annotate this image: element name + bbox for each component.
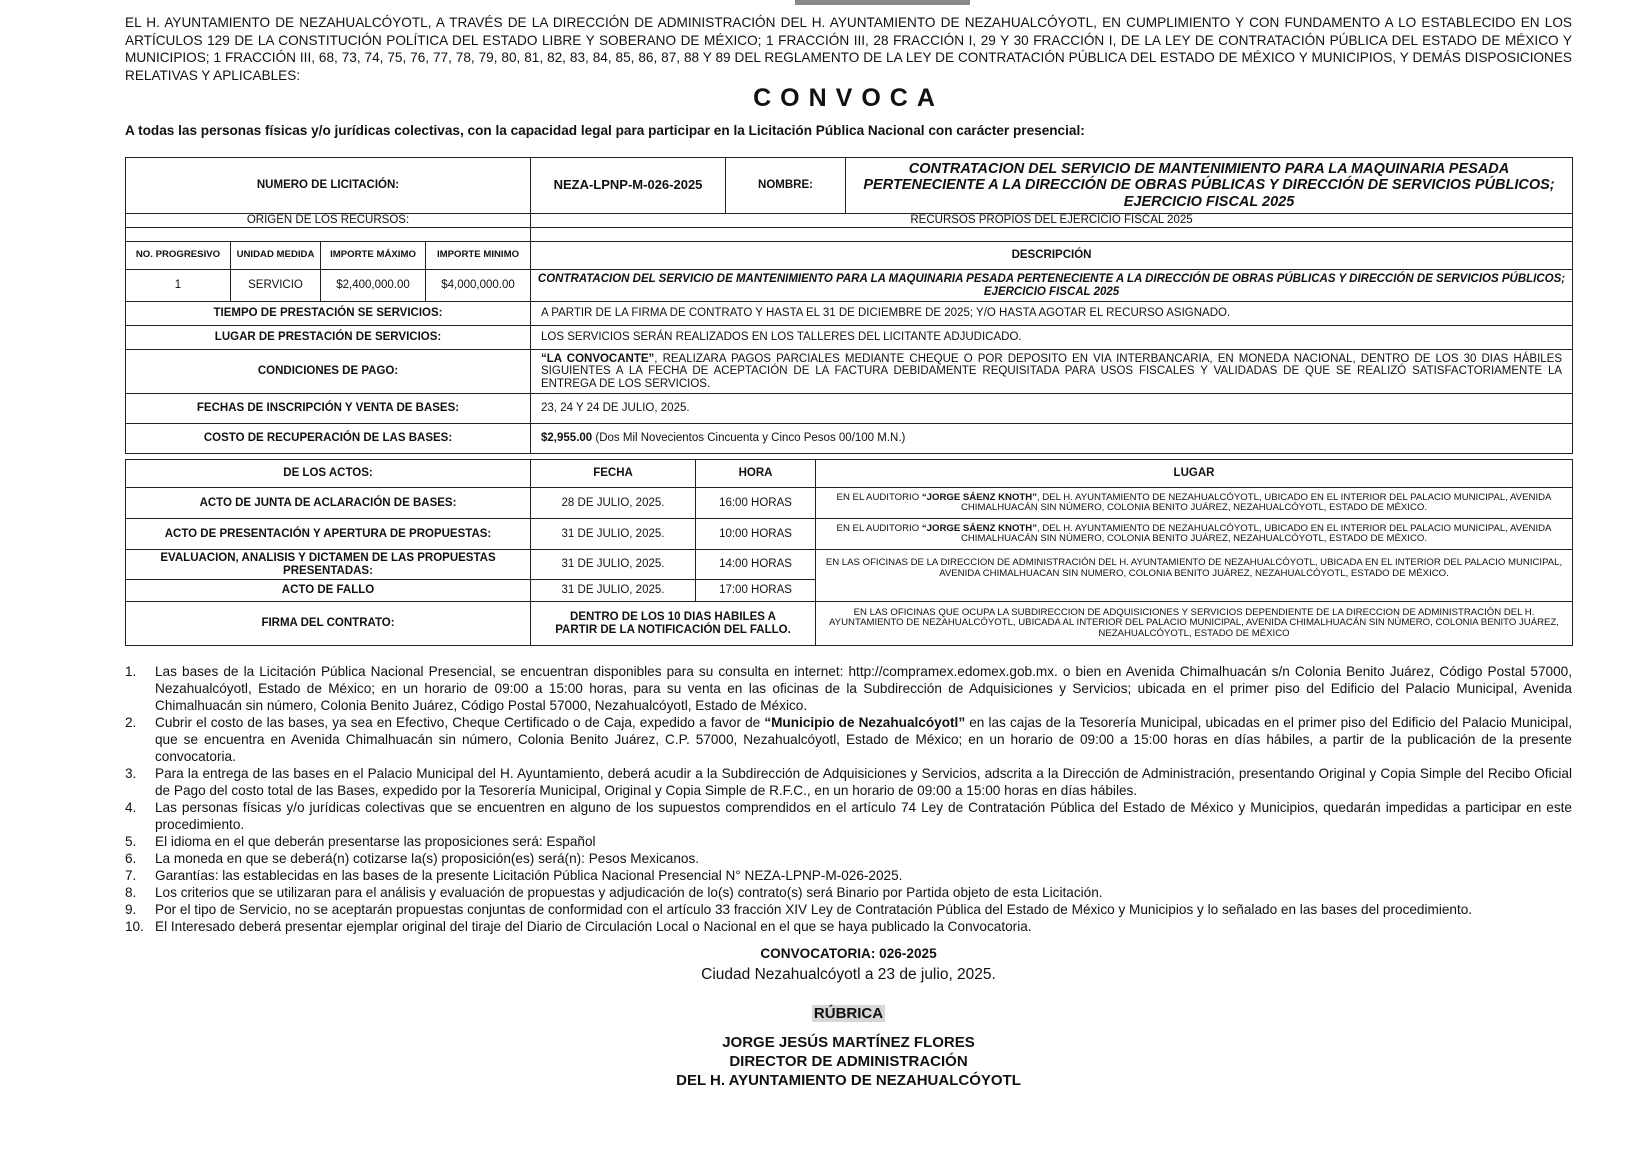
origen-label: ORIGEN DE LOS RECURSOS: — [126, 214, 531, 228]
costo-value — [531, 424, 1573, 454]
junta-hora: 16:00 HORAS — [696, 488, 816, 519]
evaluacion-fecha: 31 DE JULIO, 2025. — [531, 550, 696, 580]
signer-entity: DEL H. AYUNTAMIENTO DE NEZAHUALCÓYOTL — [676, 1072, 1021, 1089]
header-importe-max: IMPORTE MÁXIMO — [321, 242, 426, 270]
list-item: 9. Por el tipo de Servicio, no se aceptarán propuestas conjuntas de conformidad con el artículo 33 fracción XIV Ley de Contratación Pública del Estado de México y Municipios y lo señalado en las bases del procedimiento. — [125, 902, 1473, 917]
fallo-hora: 17:00 HORAS — [696, 580, 816, 602]
presentacion-fecha: 31 DE JULIO, 2025. — [531, 519, 696, 550]
auditorio-pre-2: EN EL AUDITORIO — [836, 522, 922, 534]
auditorio-name-2: “JORGE SÁENZ KNOTH” — [921, 522, 1037, 534]
row-importe-min: $4,000,000.00 — [426, 270, 531, 302]
numero-licitacion-label: NUMERO DE LICITACIÓN: — [126, 158, 531, 214]
list-item: 8. Los criterios que se utilizaran para el análisis y evaluación de propuestas y adjudicación de lo(s) contrato(s) será Binario por Partida objeto de esta Licitación. — [125, 885, 1103, 900]
costo-label: COSTO DE RECUPERACIÓN DE LAS BASES: — [126, 424, 531, 454]
header-lugar: LUGAR — [816, 460, 1573, 488]
fechas-label: FECHAS DE INSCRIPCIÓN Y VENTA DE BASES: — [126, 394, 531, 424]
convocante-bold: “LA CONVOCANTE” — [541, 352, 655, 365]
tiempo-value: A PARTIR DE LA FIRMA DE CONTRATO Y HASTA EL 31 DE DICIEMBRE DE 2025; Y/O HASTA AGOTAR EL RECURSO ASIGNADO. — [531, 302, 1573, 326]
fallo-label: ACTO DE FALLO — [126, 580, 531, 602]
junta-lugar — [816, 488, 1573, 519]
condiciones-label: CONDICIONES DE PAGO: — [126, 350, 531, 394]
list-item: 10. El Interesado deberá presentar ejemplar original del tiraje del Diario de Circulación Local o Nacional en el que se haya publicado la Convocatoria. — [125, 919, 1032, 934]
header-hora: HORA — [696, 460, 816, 488]
list-item: 6. La moneda en que se deberá(n) cotizarse la(s) proposición(es) será(n): Pesos Mexicanos. — [125, 851, 700, 866]
condiciones-value — [531, 350, 1573, 394]
auditorio-name: “JORGE SÁENZ KNOTH” — [921, 491, 1037, 503]
header-unidad: UNIDAD MEDIDA — [231, 242, 321, 270]
fallo-fecha: 31 DE JULIO, 2025. — [531, 580, 696, 602]
row-progresivo: 1 — [126, 270, 231, 302]
origen-value: RECURSOS PROPIOS DEL EJERCICIO FISCAL 2025 — [531, 214, 1573, 228]
row-descripcion: CONTRATACION DEL SERVICIO DE MANTENIMIENTO PARA LA MAQUINARIA PESADA PERTENECIENTE A LA DIRECCIÓN DE OBRAS PÚBLICAS Y DIRECCIÓN DE SERVICIOS PÚBLICOS; EJERCICIO FISCAL 2025 — [531, 270, 1573, 302]
convoca-heading: CONVOCA — [753, 84, 944, 112]
evaluacion-hora: 14:00 HORAS — [696, 550, 816, 580]
oficinas-lugar: EN LAS OFICINAS DE LA DIRECCION DE ADMINISTRACIÓN DEL H. AYUNTAMIENTO DE NEZAHUALCÓYOTL, UBICADA EN EL INTERIOR DEL PALACIO MUNICIPAL, AVENIDA CHIMALHUACAN SIN NUMERO, COLONIA BENITO JUÁREZ, NEZAHUALCÓYOTL, ESTADO DE MÉXICO. — [816, 550, 1573, 602]
rubrica-label: RÚBRICA — [813, 1005, 884, 1022]
costo-amount: $2,955.00 — [541, 432, 593, 445]
presentacion-label: ACTO DE PRESENTACIÓN Y APERTURA DE PROPUESTAS: — [126, 519, 531, 550]
header-progresivo: NO. PROGRESIVO — [126, 242, 231, 270]
evaluacion-label: EVALUACION, ANALISIS Y DICTAMEN DE LAS PROPUESTAS PRESENTADAS: — [126, 550, 531, 580]
spacer-left — [126, 228, 531, 242]
lugar-label: LUGAR DE PRESTACIÓN DE SERVICIOS: — [126, 326, 531, 350]
row-importe-max: $2,400,000.00 — [321, 270, 426, 302]
actos-table — [125, 459, 1573, 646]
junta-label: ACTO DE JUNTA DE ACLARACIÓN DE BASES: — [126, 488, 531, 519]
signer-name: JORGE JESÚS MARTÍNEZ FLORES — [722, 1034, 975, 1051]
place-date: Ciudad Nezahualcóyotl a 23 de julio, 2025. — [701, 966, 996, 983]
municipio-bold: “Municipio de Nezahualcóyotl” — [764, 715, 966, 730]
convocatoria-number: CONVOCATORIA: 026-2025 — [760, 946, 937, 961]
header-fecha: FECHA — [531, 460, 696, 488]
list-item: 1. Las bases de la Licitación Pública Nacional Presencial, se encuentran disponibles para su consulta en internet: http://compramex.edomex.gob.mx. o bien en Avenida Chimalhuacán s/n Colonia Benito Juárez, Código Postal 57000, Nezahualcóyotl, Estado de México; en un horario de 09:00 a 15:00 horas, para su venta en las oficinas de la Subdirección de Adquisiciones y Servicios; ubicada en el primer piso del Edificio del Palacio Municipal, Avenida Chimalhuacán sin número, Colonia Benito Juárez, Código Postal 57000, Nezahualcóyotl, Estado de México. — [125, 664, 1572, 713]
numero-licitacion-value: NEZA-LPNP-M-026-2025 — [531, 158, 726, 214]
list-item: 7. Garantías: las establecidas en las bases de la presente Licitación Pública Nacional Presencial N° NEZA-LPNP-M-026-2025. — [125, 868, 903, 883]
tiempo-label: TIEMPO DE PRESTACIÓN SE SERVICIOS: — [126, 302, 531, 326]
firma-label: FIRMA DEL CONTRATO: — [126, 602, 531, 646]
nombre-label: NOMBRE: — [726, 158, 846, 214]
presentacion-hora: 10:00 HORAS — [696, 519, 816, 550]
rubrica-block — [125, 1005, 1572, 1022]
invitation-text: A todas las personas físicas y/o jurídicas colectivas, con la capacidad legal para participar en la Licitación Pública Nacional con carácter presencial: — [125, 123, 1085, 138]
nombre-value: CONTRATACION DEL SERVICIO DE MANTENIMIENTO PARA LA MAQUINARIA PESADA PERTENECIENTE A LA DIRECCIÓN DE OBRAS PÚBLICAS Y DIRECCIÓN DE SERVICIOS PÚBLICOS; EJERCICIO FISCAL 2025 — [846, 158, 1573, 214]
lugar-value: LOS SERVICIOS SERÁN REALIZADOS EN LOS TALLERES DEL LICITANTE ADJUDICADO. — [531, 326, 1573, 350]
list-item: 2. Cubrir el costo de las bases, ya sea en Efectivo, Cheque Certificado o de Caja, expedido a favor de “Municipio de Nezahualcóyotl” en las cajas de la Tesorería Municipal, ubicadas en el primer piso del Edificio del Palacio Municipal, que se encuentra en Avenida Chimalhuacán sin número, Colonia Benito Juárez, C.P. 57000, Nezahualcóyotl, Estado de México; en un horario de 09:00 a 15:00 horas en días hábiles, a partir de la publicación de la presente convocatoria. — [125, 715, 1572, 764]
notes-list — [125, 663, 1572, 935]
list-item: 5. El idioma en el que deberán presentarse las proposiciones será: Español — [125, 834, 596, 849]
top-edge-bar — [795, 0, 970, 5]
row-unidad: SERVICIO — [231, 270, 321, 302]
condiciones-text: , REALIZARA PAGOS PARCIALES MEDIANTE CHEQUE O POR DEPOSITO EN VIA INTERBANCARIA, EN MONEDA NACIONAL, DENTRO DE LOS 30 DIAS HÁBILES SIGUIENTES A LA FECHA DE ACEPTACIÓN DE LA FACTURA DEBIDAMENTE REQUISITADA PARA USOS FISCALES Y VALIDADAS DE QUE SE REALIZÓ SATISFACTORIAMENTE LA ENTREGA DE LOS SERVICIOS. — [541, 352, 1563, 390]
auditorio-post-2: , DEL H. AYUNTAMIENTO DE NEZAHUALCÓYOTL, UBICADO EN EL INTERIOR DEL PALACIO MUNICIPAL, AVENIDA CHIMALHUACÁN SIN NÚMERO, COLONIA BENITO JUÁREZ, NEZAHUALCÓYOTL, ESTADO DE MÉXICO. — [960, 522, 1552, 544]
firma-fecha: DENTRO DE LOS 10 DIAS HABILES A PARTIR DE LA NOTIFICACIÓN DEL FALLO. — [531, 602, 816, 646]
list-item: 4. Las personas físicas y/o jurídicas colectivas que se encuentren en alguno de los supuestos comprendidos en el artículo 74 Ley de Contratación Pública del Estado de México y Municipios, quedarán impedidas a participar en este procedimiento. — [125, 800, 1572, 832]
costo-text: (Dos Mil Novecientos Cincuenta y Cinco Pesos 00/100 M.N.) — [592, 432, 906, 445]
presentacion-lugar — [816, 519, 1573, 550]
intro-paragraph: EL H. AYUNTAMIENTO DE NEZAHUALCÓYOTL, A TRAVÉS DE LA DIRECCIÓN DE ADMINISTRACIÓN DEL H. AYUNTAMIENTO DE NEZAHUALCÓYOTL, EN CUMPLIMIENTO Y CON FUNDAMENTO A LO ESTABLECIDO EN LOS ARTÍCULOS 129 DE LA CONSTITUCIÓN POLÍTICA DEL ESTADO LIBRE Y SOBERANO DE MÉXICO; 1 FRACCIÓN III, 28 FRACCIÓN I, 29 Y 30 FRACCIÓN I, DE LA LEY DE CONTRATACIÓN PÚBLICA DEL ESTADO DE MÉXICO Y MUNICIPIOS; 1 FRACCIÓN III, 68, 73, 74, 75, 76, 77, 78, 79, 80, 81, 82, 83, 84, 85, 86, 87, 88 Y 89 DEL REGLAMENTO DE LA LEY DE CONTRATACIÓN PÚBLICA DEL ESTADO DE MÉXICO Y MUNICIPIOS, Y DEMÁS DISPOSICIONES RELATIVAS Y APLICABLES: — [125, 15, 1572, 83]
header-actos: DE LOS ACTOS: — [126, 460, 531, 488]
list-item: 3. Para la entrega de las bases en el Palacio Municipal del H. Ayuntamiento, deberá acudir a la Subdirección de Adquisiciones y Servicios, adscrita a la Dirección de Administración, presentando Original y Copia Simple del Recibo Oficial de Pago del costo total de las Bases, expedido por la Tesorería Municipal, Original y Copia Simple de R.F.C., en un horario de 09:00 a 15:00 horas en días hábiles. — [125, 766, 1572, 798]
auditorio-pre: EN EL AUDITORIO — [836, 491, 922, 503]
spacer-right — [531, 228, 1573, 242]
header-importe-min: IMPORTE MINIMO — [426, 242, 531, 270]
auditorio-post: , DEL H. AYUNTAMIENTO DE NEZAHUALCÓYOTL, UBICADO EN EL INTERIOR DEL PALACIO MUNICIPAL, AVENIDA CHIMALHUACÁN SIN NÚMERO, COLONIA BENITO JUÁREZ, NEZAHUALCÓYOTL, ESTADO DE MÉXICO. — [960, 491, 1552, 513]
junta-fecha: 28 DE JULIO, 2025. — [531, 488, 696, 519]
header-descripcion: DESCRIPCIÓN — [531, 242, 1573, 270]
fechas-value: 23, 24 Y 24 DE JULIO, 2025. — [531, 394, 1573, 424]
firma-lugar: EN LAS OFICINAS QUE OCUPA LA SUBDIRECCION DE ADQUISICIONES Y SERVICIOS DEPENDIENTE DE LA DIRECCION DE ADMINISTRACIÓN DEL H. AYUNTAMIENTO DE NEZAHUALCÓYOTL, UBICADA AL INTERIOR DEL PALACIO MUNICIPAL, AVENIDA CHIMALHUACÁN SIN NÚMERO, COLONIA BENITO JUÁREZ, NEZAHUALCÓYOTL, ESTADO DE MÉXICO — [816, 602, 1573, 646]
licitacion-table — [125, 157, 1573, 454]
signer-position: DIRECTOR DE ADMINISTRACIÓN — [729, 1053, 968, 1070]
